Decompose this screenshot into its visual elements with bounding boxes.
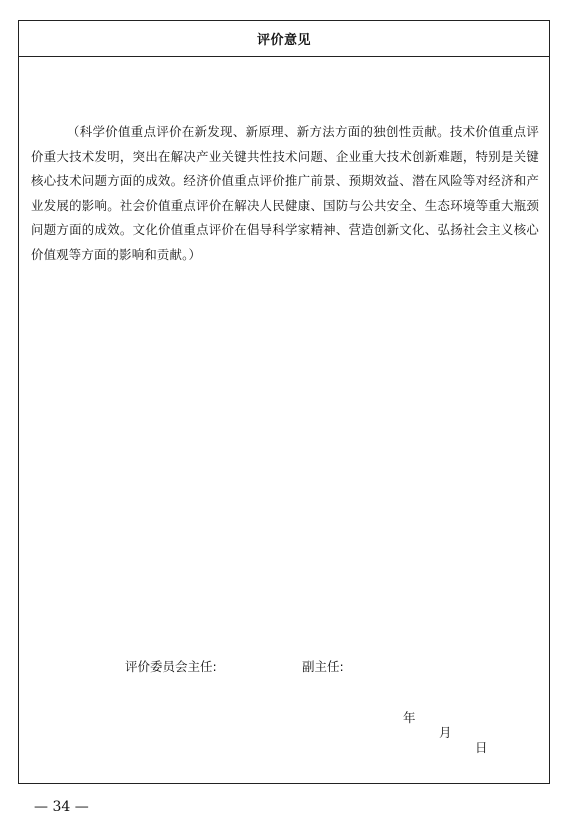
- date-year-label: 年: [403, 710, 416, 725]
- page-number: — 34 —: [34, 799, 89, 815]
- evaluation-opinion-cell: [19, 57, 549, 783]
- date-month-label: 月: [439, 725, 452, 740]
- form-header-title: 评价意见: [256, 33, 311, 48]
- form-header-row: [19, 21, 549, 57]
- date-day-label: 日: [475, 740, 488, 755]
- vice-chair-label: 副主任:: [302, 659, 344, 674]
- signature-row: [19, 657, 549, 677]
- date-line: [403, 693, 488, 768]
- evaluation-form-table: [18, 20, 550, 784]
- committee-chair-label: 评价委员会主任:: [125, 659, 217, 674]
- evaluation-instructions-text: （科学价值重点评价在新发现、新原理、新方法方面的独创性贡献。技术价值重点评价重大技术发明，突出在解决产业关键共性技术问题、企业重大技术创新难题，特别是关键核心技术问题方面的成效。经济价值重点评价推广前景、预期效益、潜在风险等对经济和产业发展的影响。社会价值重点评价在解决人民健康、国防与公共安全、生态环境等重大瓶颈问题方面的成效。文化价值重点评价在倡导科学家精神、营造创新文化、弘扬社会主义核心价值观等方面的影响和贡献。）: [31, 124, 539, 262]
